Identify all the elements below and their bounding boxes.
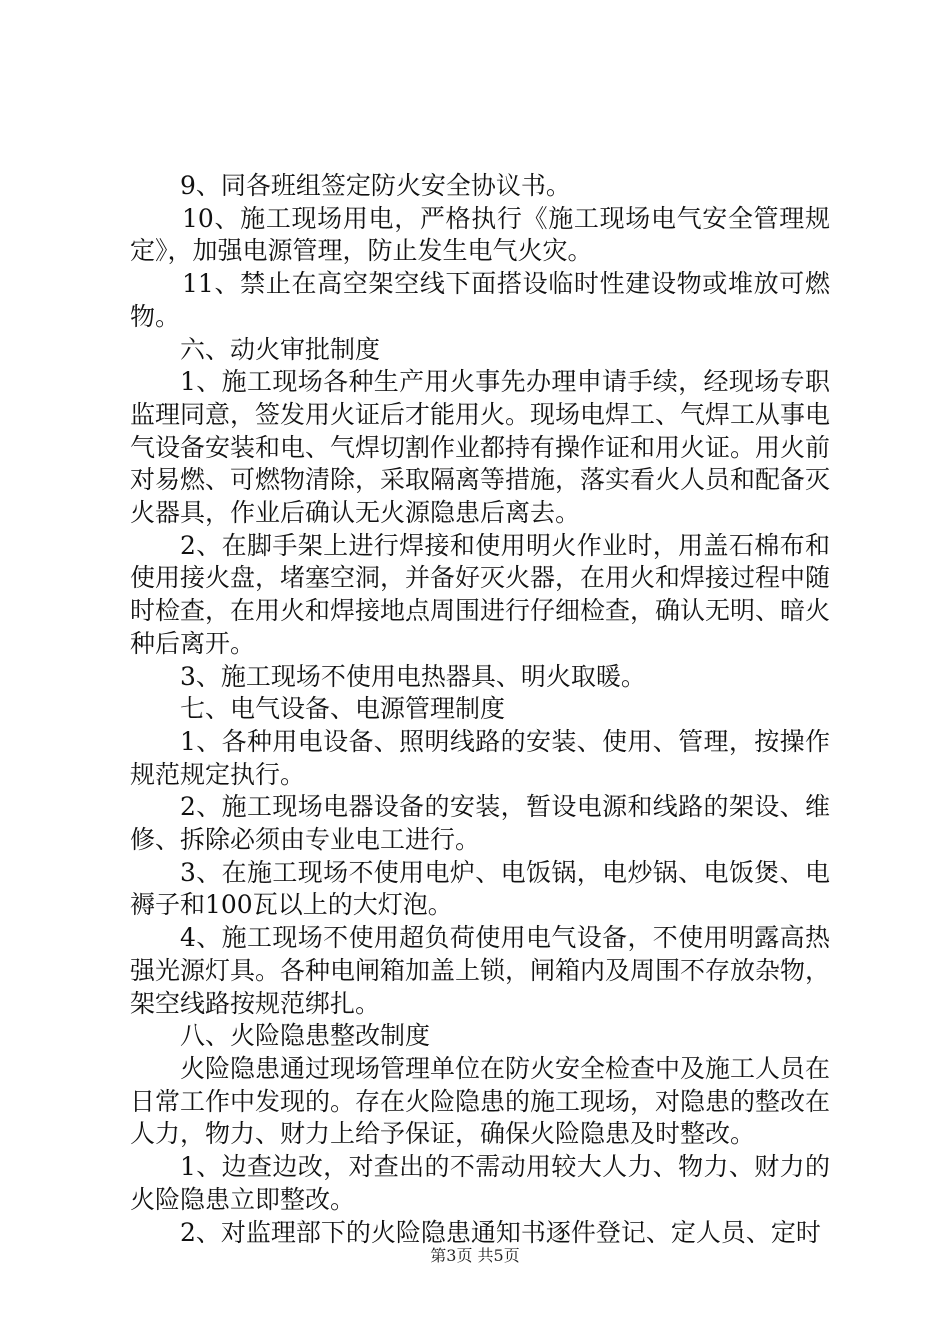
paragraph: 3、在施工现场不使用电炉、电饭锅，电炒锅、电饭煲、电褥子和100瓦以上的大灯泡。 (130, 857, 830, 920)
paragraph: 1、各种用电设备、照明线路的安装、使用、管理，按操作规范规定执行。 (130, 726, 830, 789)
paragraph: 1、边查边改，对查出的不需动用较大人力、物力、财力的火险隐患立即整改。 (130, 1152, 830, 1214)
paragraph: 3、施工现场不使用电热器具、明火取暖。 (180, 661, 646, 691)
section-heading: 八、火险隐患整改制度 (180, 1021, 431, 1051)
document-body (130, 170, 830, 1249)
paragraph: 10、施工现场用电，严格执行《施工现场电气安全管理规定》，加强电源管理，防止发生电气火灾。 (130, 203, 830, 266)
paragraph: 2、对监理部下的火险隐患通知书逐件登记、定人员、定时 (180, 1217, 821, 1247)
paragraph: 11、禁止在高空架空线下面搭设临时性建设物或堆放可燃物。 (130, 269, 830, 331)
paragraph: 火险隐患通过现场管理单位在防火安全检查中及施工人员在日常工作中发现的。存在火险隐患的施工现场，对隐患的整改在人力，物力、财力上给予保证，确保火险隐患及时整改。 (130, 1053, 831, 1149)
paragraph: 9、同各班组签定防火安全协议书。 (180, 171, 571, 200)
paragraph: 4、施工现场不使用超负荷使用电气设备，不使用明露高热强光源灯具。各种电闸箱加盖上锁，闸箱内及周围不存放杂物，架空线路按规范绑扎。 (130, 923, 831, 1018)
paragraph: 2、施工现场电器设备的安装，暂设电源和线路的架设、维修、拆除必须由专业电工进行。 (130, 792, 830, 855)
section-heading: 七、电气设备、电源管理制度 (180, 694, 506, 724)
paragraph: 2、在脚手架上进行焊接和使用明火作业时，用盖石棉布和使用接火盘，堵塞空洞，并备好灭火器，在用火和焊接过程中随时检查，在用火和焊接地点周围进行仔细检查，确认无明、暗火种后离开。 (130, 530, 831, 658)
page-footer: 第3页 共5页 (430, 1246, 520, 1265)
section-heading: 六、动火审批制度 (180, 334, 381, 364)
paragraph: 1、施工现场各种生产用火事先办理申请手续，经现场专职监理同意，签发用火证后才能用火。现场电焊工、气焊工从事电气设备安装和电、气焊切割作业都持有操作证和用火证。用火前对易燃、可燃物清除，采取隔离等措施，落实看火人员和配备灭火器具，作业后确认无火源隐患后离去。 (130, 367, 831, 528)
